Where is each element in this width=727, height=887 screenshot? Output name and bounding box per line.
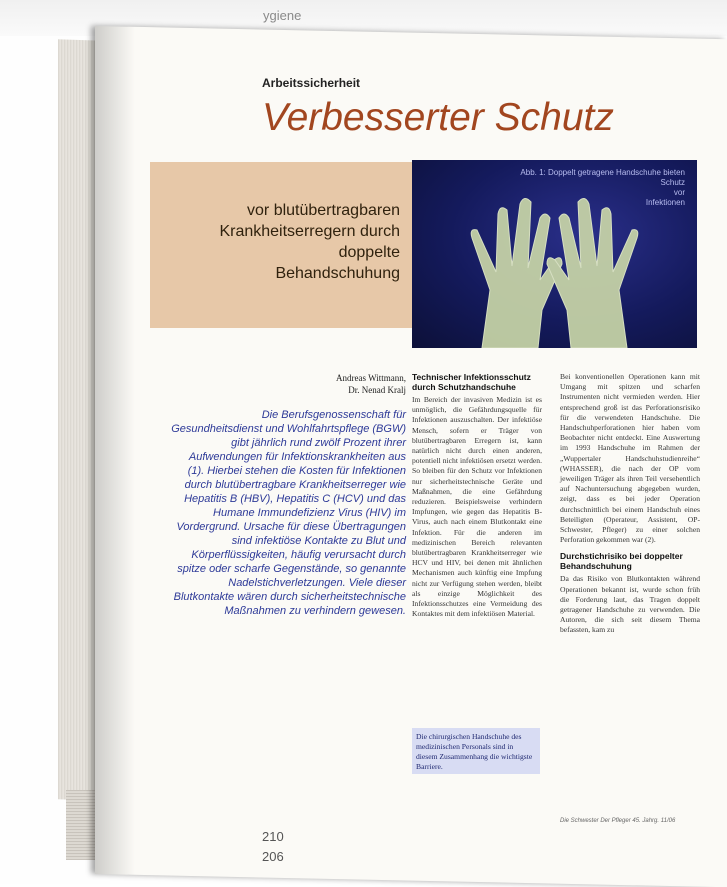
author-name: Andreas Wittmann, bbox=[336, 373, 406, 383]
running-head: ygiene bbox=[263, 8, 302, 23]
author-name: Dr. Nenad Kralj bbox=[348, 385, 406, 395]
body-text: Im Bereich der invasiven Medizin ist es unmöglich, die Gefährdungsquelle für Infektionen auszuschalten. Der infektiöse Mensch, sofern er Träger von blutübertragbaren Erregern ist, kann natürlich nicht durch einen anderen, potentiell nicht infektiösen ersetzt werden. So bleiben für den Schutz vor Infektionen nur sicherheitstechnische Geräte und Maßnahmen, die eine Gefährdung reduzieren. Beispielsweise verhindern Impfungen, wie gegen das Hepatitis B-Virus, auch nach einem Blutkontakt eine Infektion. Für die anderen im medizinischen Bereich relevanten blutübertragbaren Krankheitserreger wie HCV und HIV, bei denen mit ähnlichen Mechanismen auch künftig eine Impfung nicht zur Verfügung stehen werden, bleibt als einzige Möglichkeit des Infektionsschutzes eine Vermeidung des Kontaktes mit dem infektiösen Material. bbox=[412, 395, 542, 619]
section-heading: Durchstichrisiko bei doppelter Behandschuhung bbox=[560, 551, 683, 572]
highlight-box: Die chirurgischen Handschuhe des medizinischen Personals sind in diesem Zusammenhang die wichtigste Barriere. bbox=[412, 728, 540, 774]
section-kicker: Arbeitssicherheit bbox=[262, 76, 361, 90]
authors bbox=[250, 372, 406, 396]
footer-line: Die Schwester Der Pfleger 45. Jahrg. 11/06 bbox=[560, 818, 676, 824]
spine-shadow bbox=[95, 26, 135, 875]
section-heading: Technischer Infektionsschutz durch Schutzhandschuhe bbox=[412, 372, 531, 392]
photo-caption bbox=[515, 168, 685, 208]
lead-paragraph: Die Berufsgenossenschaft für Gesundheitsdienst und Wohlfahrtspflege (BGW) gibt jährlich rund zwölf Prozent ihrer Aufwendungen für Infektionskrankheiten aus (1). Hierbei stehen die Kosten für Infektionen durch blutübertragbare Krankheitserreger wie Hepatitis B (HBV), Hepatitis C (HCV) und das Humane Immundefizienz Virus (HIV) im Vordergrund. Ursache für diese Übertragungen sind infektiöse Kontakte zu Blut und Körperflüssigkeiten, häufig verursacht durch spitze oder scharfe Gegenstände, so genannte Nadelstichverletzungen. Viele dieser Blutkontakte wären durch sicherheitstechnische Maßnahmen zu verhindern gewesen. bbox=[171, 409, 406, 617]
body-text: Da das Risiko von Blutkontakten während Operationen bekannt ist, wurde schon früh die Forderung laut, das Tragen doppelt getragener Handschuhe zu verwenden. Die Autoren, die sich seit diesem Thema befassten, kam zu bbox=[560, 574, 700, 635]
article-subtitle bbox=[178, 200, 400, 284]
article-title: Verbesserter Schutz bbox=[262, 96, 614, 139]
subtitle-line: Behandschuhung bbox=[275, 265, 400, 282]
page-number: 206 bbox=[262, 849, 284, 864]
subtitle-line: Krankheitserregern durch bbox=[219, 223, 400, 240]
caption-line: Abb. 1: Doppelt getragene Handschuhe bieten Schutz bbox=[520, 168, 685, 187]
caption-line: Infektionen bbox=[645, 198, 685, 207]
page-number: 210 bbox=[262, 829, 284, 844]
caption-line: vor bbox=[673, 188, 685, 197]
body-text: Bei konventionellen Operationen kann mit Umgang mit spitzen und scharfen Instrumenten nicht vermieden werden. Hier entsprechend groß ist das Perforationsrisiko für die verwendeten Handschuhe. Die Handschuhperforationen hier haben vom Beobachter nicht entdeckt. Eine Auswertung im 1993 Handschuhe im Rahmen der „Wuppertaler Handschuhstudienreihe“ (WHASSER), die nach der OP vom jeweiligen Träger als ihren Teil versehentlich auf Nachuntersuchung abgegeben wurden, zeigt, dass es bei jeder Operation durchschnittlich bei einem Handschuh eines Beteiligten (Operateur, Assistent, OP-Schwester, Pfleger) zu einer solchen Perforation gekommen war (2). bbox=[560, 372, 700, 545]
column-three bbox=[560, 372, 700, 636]
subtitle-line: vor blutübertragbaren bbox=[247, 202, 400, 219]
column-two bbox=[412, 372, 542, 619]
gloves-photo bbox=[412, 160, 697, 348]
subtitle-line: doppelte bbox=[338, 244, 400, 261]
